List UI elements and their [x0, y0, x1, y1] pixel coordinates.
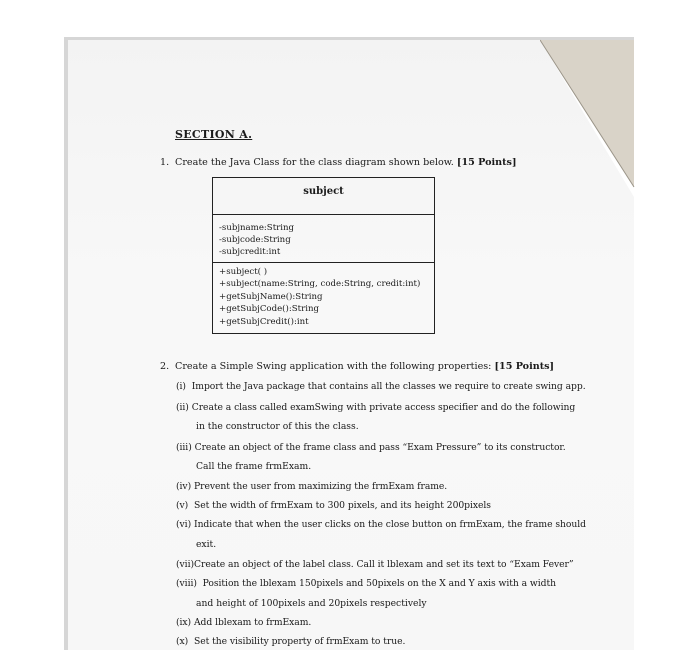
- list-item: [176, 578, 556, 589]
- question-2-points: [15 Points]: [494, 361, 555, 372]
- list-item: [176, 481, 447, 492]
- list-item-text: Set the width of frmExam to 300 pixels, and its height 200pixels: [193, 500, 491, 511]
- list-item: [176, 559, 574, 570]
- list-item: [176, 442, 566, 453]
- list-item: [176, 519, 586, 530]
- list-item: [176, 636, 405, 647]
- uml-attribute: -subjcode:String: [219, 235, 291, 245]
- question-1-points: [15 Points]: [456, 157, 517, 168]
- list-item: [176, 381, 586, 392]
- list-item-label: (vii): [176, 559, 194, 570]
- list-item: [176, 500, 491, 511]
- list-item-text: Create an object of the label class. Call it lblexam and set its text to “Exam Fever”: [194, 559, 574, 570]
- question-2-number: 2.: [160, 361, 170, 372]
- list-item-label: (x): [176, 636, 189, 647]
- list-item-label: (ii): [176, 402, 189, 413]
- uml-method: +getSubjName():String: [219, 291, 323, 302]
- list-item-text: Import the Java package that contains all the classes we require to create swing app.: [191, 381, 586, 392]
- list-item-continuation: Call the frame frmExam.: [196, 461, 312, 472]
- page-curl: [540, 37, 636, 197]
- uml-method: +subject(name:String, code:String, credit:int): [219, 279, 421, 290]
- list-item-label: (vi): [176, 519, 192, 530]
- uml-method: +subject( ): [219, 267, 268, 277]
- uml-class-diagram: [212, 177, 435, 334]
- list-item-text: Create an object of the frame class and pass “Exam Pressure” to its constructor.: [194, 442, 566, 453]
- list-item-label: (iii): [176, 442, 192, 453]
- uml-attribute: -subjname:String: [219, 223, 295, 233]
- list-item-text: Add lblexam to frmExam.: [193, 617, 312, 628]
- question-1-text: Create the Java Class for the class diagram shown below.: [175, 157, 454, 168]
- list-item-text: Position the lblexam 150pixels and 50pixels on the X and Y axis with a width: [202, 578, 556, 589]
- list-item-label: (viii): [176, 578, 197, 589]
- question-2: [160, 361, 554, 372]
- list-item: [176, 402, 575, 413]
- uml-method: +getSubjCredit():int: [219, 316, 309, 327]
- list-item-label: (i): [176, 381, 186, 392]
- question-2-text: Create a Simple Swing application with the following properties:: [175, 361, 492, 372]
- uml-methods: [213, 263, 434, 328]
- question-1: [160, 157, 517, 168]
- list-item-text: Create a class called examSwing with private access specifier and do the following: [191, 402, 576, 413]
- list-item-continuation: and height of 100pixels and 20pixels respectively: [196, 598, 427, 609]
- list-item-continuation: exit.: [196, 539, 217, 550]
- question-1-number: 1.: [160, 157, 170, 168]
- list-item-label: (ix): [176, 617, 192, 628]
- uml-method: +getSubjCode():String: [219, 304, 319, 315]
- uml-class-name: subject: [213, 178, 434, 215]
- list-item-continuation: in the constructor of this the class.: [196, 421, 359, 432]
- section-heading: SECTION A.: [175, 128, 253, 141]
- list-item-text: Indicate that when the user clicks on the close button on frmExam, the frame should: [193, 519, 586, 530]
- list-item-label: (iv): [176, 481, 192, 492]
- list-item-label: (v): [176, 500, 189, 511]
- list-item: [176, 617, 311, 628]
- uml-attributes: [213, 215, 434, 263]
- uml-attribute: -subjcredit:int: [219, 247, 281, 257]
- list-item-text: Prevent the user from maximizing the frmExam frame.: [193, 481, 448, 492]
- list-item-text: Set the visibility property of frmExam to true.: [193, 636, 406, 647]
